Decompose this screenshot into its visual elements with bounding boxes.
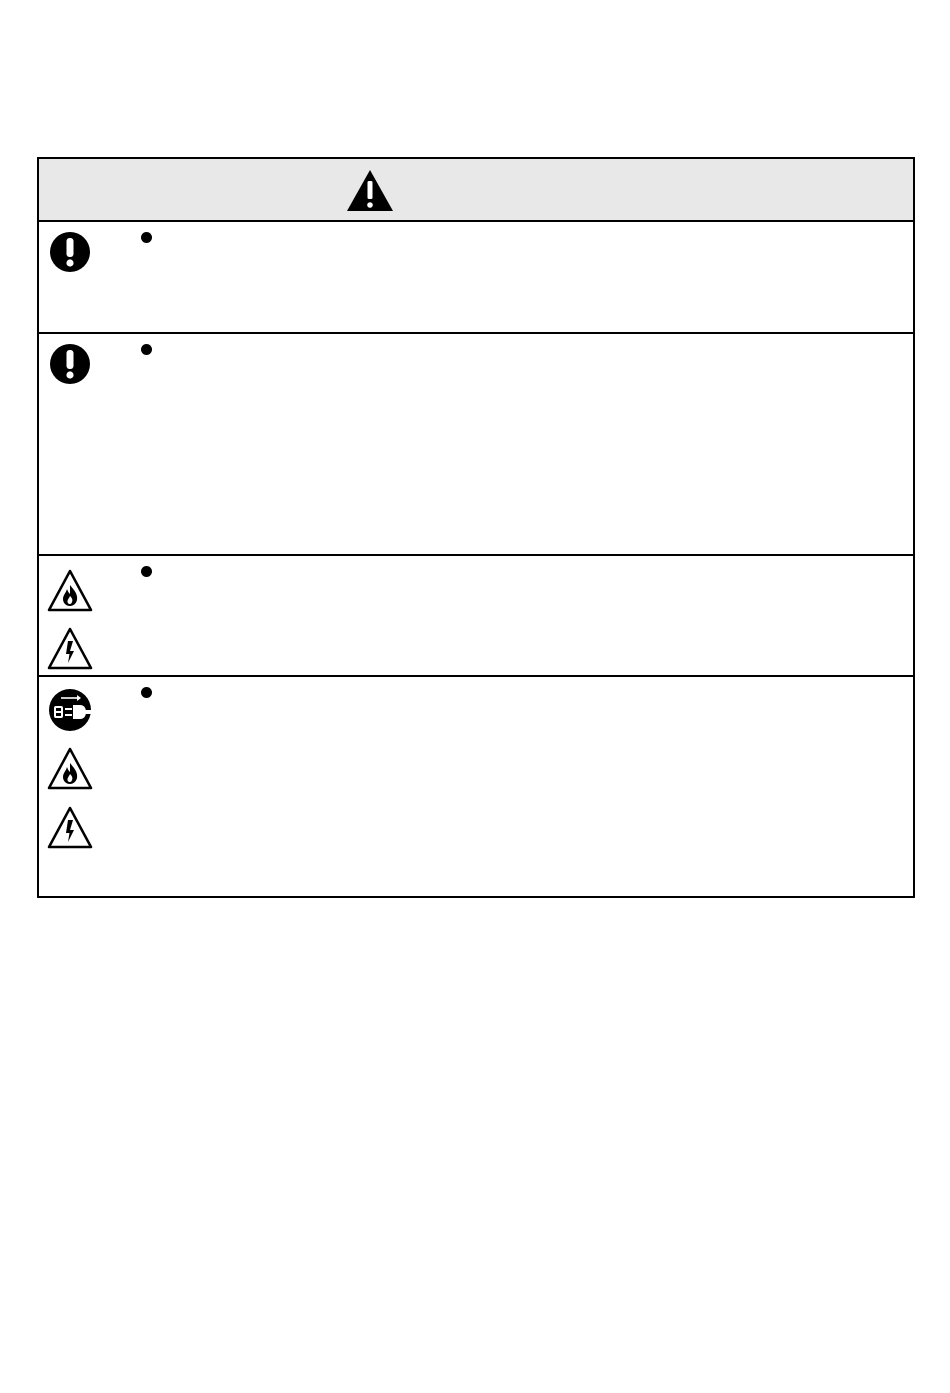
- warning-row: [39, 222, 913, 334]
- bullet-point: [141, 232, 152, 243]
- bullet-point: [141, 687, 152, 698]
- bullet-point: [141, 344, 152, 355]
- warning-header: [39, 159, 913, 222]
- warning-row: [39, 556, 913, 677]
- fire-hazard-icon: [47, 568, 93, 614]
- warning-triangle-icon: [345, 168, 395, 213]
- warning-row: [39, 334, 913, 556]
- fire-hazard-icon: [47, 746, 93, 792]
- electric-shock-icon: [47, 626, 93, 672]
- bullet-point: [141, 566, 152, 577]
- mandatory-action-icon: [47, 341, 93, 387]
- warning-table: [37, 157, 915, 898]
- electric-shock-icon: [47, 805, 93, 851]
- warning-row: [39, 677, 913, 896]
- mandatory-action-icon: [47, 229, 93, 275]
- unplug-icon: [47, 687, 93, 733]
